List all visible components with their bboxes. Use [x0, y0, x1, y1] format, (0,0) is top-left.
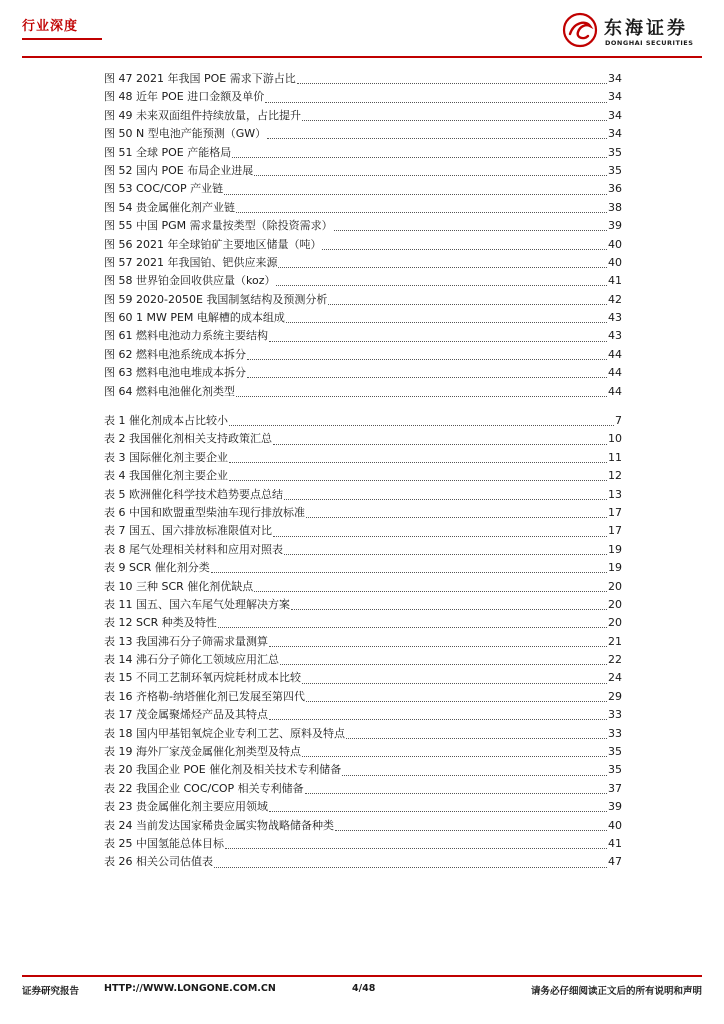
dot-leader	[286, 311, 607, 323]
table-entry-page: 33	[608, 726, 622, 740]
footer-page-number: 4/48	[352, 983, 376, 994]
dot-leader	[302, 672, 607, 684]
figure-entry-page: 40	[608, 255, 622, 269]
table-list	[104, 412, 622, 872]
figure-entry[interactable]	[104, 125, 622, 143]
figure-entry-label: 图 61 燃料电池动力系统主要结构	[104, 329, 268, 343]
table-entry[interactable]	[104, 633, 622, 651]
dot-leader	[297, 72, 607, 84]
dot-leader	[269, 330, 607, 342]
table-entry-page: 24	[608, 671, 622, 685]
figure-entry[interactable]	[104, 70, 622, 88]
figure-entry[interactable]	[104, 107, 622, 125]
figure-entry-page: 42	[608, 292, 622, 306]
table-entry-label: 表 3 国际催化剂主要企业	[104, 450, 228, 464]
table-entry-label: 表 7 国五、国六排放标准限值对比	[104, 524, 272, 538]
figure-entry-page: 41	[608, 274, 622, 288]
table-entry-page: 22	[608, 653, 622, 667]
figure-entry[interactable]	[104, 236, 622, 254]
dot-leader	[269, 800, 607, 812]
table-entry[interactable]	[104, 596, 622, 614]
table-entry[interactable]	[104, 761, 622, 779]
dot-leader	[335, 819, 607, 831]
table-entry-page: 12	[608, 469, 622, 483]
table-entry[interactable]	[104, 835, 622, 853]
table-entry-page: 20	[608, 616, 622, 630]
figure-entry-label: 图 60 1 MW PEM 电解槽的成本组成	[104, 311, 285, 325]
dot-leader	[306, 690, 607, 702]
table-entry-page: 11	[608, 450, 622, 464]
dot-leader	[273, 433, 607, 445]
table-entry-label: 表 26 相关公司估值表	[104, 855, 213, 869]
table-entry-page: 37	[608, 781, 622, 795]
section-tag-underline	[22, 38, 102, 40]
figure-entry[interactable]	[104, 364, 622, 382]
table-entry-page: 39	[608, 800, 622, 814]
table-entry-page: 35	[608, 745, 622, 759]
dot-leader	[225, 837, 607, 849]
figure-entry[interactable]	[104, 88, 622, 106]
header-divider	[22, 56, 702, 58]
table-entry[interactable]	[104, 798, 622, 816]
table-entry-label: 表 25 中国氢能总体目标	[104, 836, 224, 850]
table-entry-page: 35	[608, 763, 622, 777]
dot-leader	[322, 238, 607, 250]
table-entry-label: 表 12 SCR 种类及特性	[104, 616, 217, 630]
table-entry-label: 表 1 催化剂成本占比较小	[104, 414, 228, 427]
table-entry[interactable]	[104, 853, 622, 871]
figure-entry-label: 图 63 燃料电池电堆成本拆分	[104, 366, 246, 380]
figure-entry[interactable]	[104, 180, 622, 198]
figure-entry-page: 34	[608, 127, 622, 141]
figure-entry-page: 39	[608, 219, 622, 233]
table-entry[interactable]	[104, 449, 622, 467]
table-entry-page: 21	[608, 634, 622, 648]
table-entry[interactable]	[104, 614, 622, 632]
dot-leader	[278, 256, 607, 268]
figure-entry-label: 图 49 未来双面组件持续放量，占比提升	[104, 108, 301, 122]
table-entry-label: 表 20 我国企业 POE 催化剂及相关技术专利储备	[104, 763, 342, 777]
table-entry-page: 47	[608, 855, 622, 869]
dot-leader	[265, 91, 607, 103]
table-entry-label: 表 15 不同工艺制环氧丙烷耗材成本比较	[104, 671, 301, 685]
table-entry-page: 41	[608, 836, 622, 850]
logo-chinese-name: 东海证券	[604, 18, 688, 39]
table-entry-label: 表 5 欧洲催化科学技术趋势要点总结	[104, 487, 283, 501]
dot-leader	[218, 616, 607, 628]
company-logo	[562, 12, 702, 52]
figure-entry[interactable]	[104, 217, 622, 235]
table-entry-label: 表 4 我国催化剂主要企业	[104, 469, 228, 483]
figure-entry-page: 35	[608, 145, 622, 159]
figure-entry[interactable]	[104, 383, 622, 401]
table-entry-label: 表 13 我国沸石分子筛需求量测算	[104, 634, 268, 648]
dot-leader	[306, 506, 607, 518]
footer-divider	[22, 975, 702, 977]
logo-english-name: DONGHAI SECURITIES	[605, 39, 694, 47]
table-entry-page: 20	[608, 597, 622, 611]
table-entry[interactable]	[104, 522, 622, 540]
figure-entry-label: 图 64 燃料电池催化剂类型	[104, 384, 235, 398]
table-entry-page: 29	[608, 689, 622, 703]
dot-leader	[229, 414, 614, 426]
figure-entry-page: 34	[608, 108, 622, 122]
dot-leader	[247, 348, 607, 360]
footer-website-link[interactable]: HTTP://WWW.LONGONE.COM.CN	[104, 983, 276, 994]
table-entry[interactable]	[104, 541, 622, 559]
figure-entry-page: 44	[608, 384, 622, 398]
table-entry-page: 13	[608, 487, 622, 501]
table-entry[interactable]	[104, 780, 622, 798]
dot-leader	[254, 164, 607, 176]
table-entry-page: 20	[608, 579, 622, 593]
table-entry[interactable]	[104, 412, 622, 430]
dot-leader	[346, 727, 607, 739]
dot-leader	[269, 708, 607, 720]
dot-leader	[232, 146, 607, 158]
figure-entry[interactable]	[104, 162, 622, 180]
figure-entry-page: 43	[608, 329, 622, 343]
dot-leader	[284, 488, 607, 500]
page-header	[0, 0, 724, 60]
table-entry-page: 19	[608, 561, 622, 575]
figure-list	[104, 70, 622, 401]
table-entry-label: 表 23 贵金属催化剂主要应用领域	[104, 800, 268, 814]
dot-leader	[267, 127, 607, 139]
figure-entry-label: 图 58 世界铂金回收供应量（koz）	[104, 274, 276, 288]
figure-entry-page: 44	[608, 347, 622, 361]
table-entry[interactable]	[104, 688, 622, 706]
dot-leader	[328, 293, 607, 305]
figure-entry-label: 图 59 2020-2050E 我国制氢结构及预测分析	[104, 292, 328, 306]
table-entry-label: 表 9 SCR 催化剂分类	[104, 561, 210, 575]
dot-leader	[276, 274, 607, 286]
dot-leader	[229, 451, 607, 463]
dot-leader	[247, 366, 607, 378]
dot-leader	[236, 201, 607, 213]
table-entry[interactable]	[104, 578, 622, 596]
figure-entry[interactable]	[104, 272, 622, 290]
table-entry[interactable]	[104, 651, 622, 669]
table-entry-page: 7	[615, 414, 622, 427]
dot-leader	[224, 183, 607, 195]
figure-entry-page: 38	[608, 200, 622, 214]
figure-entry-label: 图 57 2021 年我国铂、钯供应来源	[104, 255, 278, 269]
figure-entry-page: 34	[608, 72, 622, 85]
table-entry[interactable]	[104, 669, 622, 687]
dot-leader	[269, 635, 607, 647]
dot-leader	[334, 219, 607, 231]
dot-leader	[302, 109, 607, 121]
table-entry-page: 33	[608, 708, 622, 722]
dot-leader	[342, 764, 607, 776]
figure-entry-label: 图 53 COC/COP 产业链	[104, 182, 224, 196]
figure-entry-label: 图 62 燃料电池系统成本拆分	[104, 347, 246, 361]
table-entry[interactable]	[104, 504, 622, 522]
figure-entry-label: 图 54 贵金属催化剂产业链	[104, 200, 235, 214]
table-entry-label: 表 14 沸石分子筛化工领域应用汇总	[104, 653, 279, 667]
section-tag: 行业深度	[22, 19, 79, 34]
figure-entry[interactable]	[104, 199, 622, 217]
dragon-logo-icon	[562, 12, 598, 48]
figure-entry-label: 图 51 全球 POE 产能格局	[104, 145, 232, 159]
figure-entry-label: 图 48 近年 POE 进口金额及单价	[104, 90, 265, 104]
figure-entry-page: 36	[608, 182, 622, 196]
table-entry[interactable]	[104, 817, 622, 835]
dot-leader	[280, 653, 607, 665]
table-entry-page: 19	[608, 542, 622, 556]
table-entry-label: 表 22 我国企业 COC/COP 相关专利储备	[104, 781, 304, 795]
dot-leader	[284, 543, 607, 555]
table-entry-page: 40	[608, 818, 622, 832]
figure-entry-page: 44	[608, 366, 622, 380]
figure-entry-label: 图 56 2021 年全球铂矿主要地区储量（吨）	[104, 237, 322, 251]
figure-entry-label: 图 55 中国 PGM 需求量按类型（除投资需求）	[104, 219, 333, 233]
table-entry-label: 表 17 茂金属聚烯烃产品及其特点	[104, 708, 268, 722]
table-entry-page: 17	[608, 524, 622, 538]
table-entry[interactable]	[104, 559, 622, 577]
table-entry-label: 表 2 我国催化剂相关支持政策汇总	[104, 432, 272, 446]
table-entry[interactable]	[104, 467, 622, 485]
dot-leader	[291, 598, 607, 610]
table-entry-label: 表 6 中国和欧盟重型柴油车现行排放标准	[104, 505, 305, 519]
dot-leader	[273, 525, 607, 537]
dot-leader	[254, 580, 607, 592]
dot-leader	[211, 561, 607, 573]
figure-entry[interactable]	[104, 346, 622, 364]
table-entry-label: 表 19 海外厂家茂金属催化剂类型及特点	[104, 745, 301, 759]
figure-entry-page: 40	[608, 237, 622, 251]
table-entry-label: 表 10 三种 SCR 催化剂优缺点	[104, 579, 254, 593]
table-entry[interactable]	[104, 706, 622, 724]
table-entry[interactable]	[104, 430, 622, 448]
figure-entry-label: 图 50 N 型电池产能预测（GW）	[104, 127, 267, 141]
figure-entry[interactable]	[104, 144, 622, 162]
dot-leader	[236, 385, 607, 397]
footer-report-type: 证券研究报告	[22, 986, 80, 997]
figure-entry[interactable]	[104, 327, 622, 345]
figure-entry[interactable]	[104, 309, 622, 327]
figure-entry-page: 34	[608, 90, 622, 104]
figure-entry-label: 图 52 国内 POE 布局企业进展	[104, 163, 254, 177]
dot-leader	[302, 745, 607, 757]
table-entry-label: 表 24 当前发达国家稀贵金属实物战略储备种类	[104, 818, 334, 832]
table-entry[interactable]	[104, 725, 622, 743]
table-entry[interactable]	[104, 743, 622, 761]
figure-entry[interactable]	[104, 254, 622, 272]
table-entry-page: 17	[608, 505, 622, 519]
table-entry-label: 表 11 国五、国六车尾气处理解决方案	[104, 597, 290, 611]
dot-leader	[214, 856, 607, 868]
table-entry-page: 10	[608, 432, 622, 446]
dot-leader	[229, 469, 607, 481]
figure-entry-page: 35	[608, 163, 622, 177]
dot-leader	[305, 782, 607, 794]
table-entry-label: 表 18 国内甲基铝氧烷企业专利工艺、原料及特点	[104, 726, 345, 740]
figure-entry-page: 43	[608, 311, 622, 325]
table-entry[interactable]	[104, 486, 622, 504]
figure-entry[interactable]	[104, 291, 622, 309]
figure-entry-label: 图 47 2021 年我国 POE 需求下游占比	[104, 72, 296, 85]
table-entry-label: 表 8 尾气处理相关材料和应用对照表	[104, 542, 283, 556]
table-entry-label: 表 16 齐格勒-纳塔催化剂已发展至第四代	[104, 689, 305, 703]
footer-disclaimer: 请务必仔细阅读正文后的所有说明和声明	[530, 986, 702, 997]
